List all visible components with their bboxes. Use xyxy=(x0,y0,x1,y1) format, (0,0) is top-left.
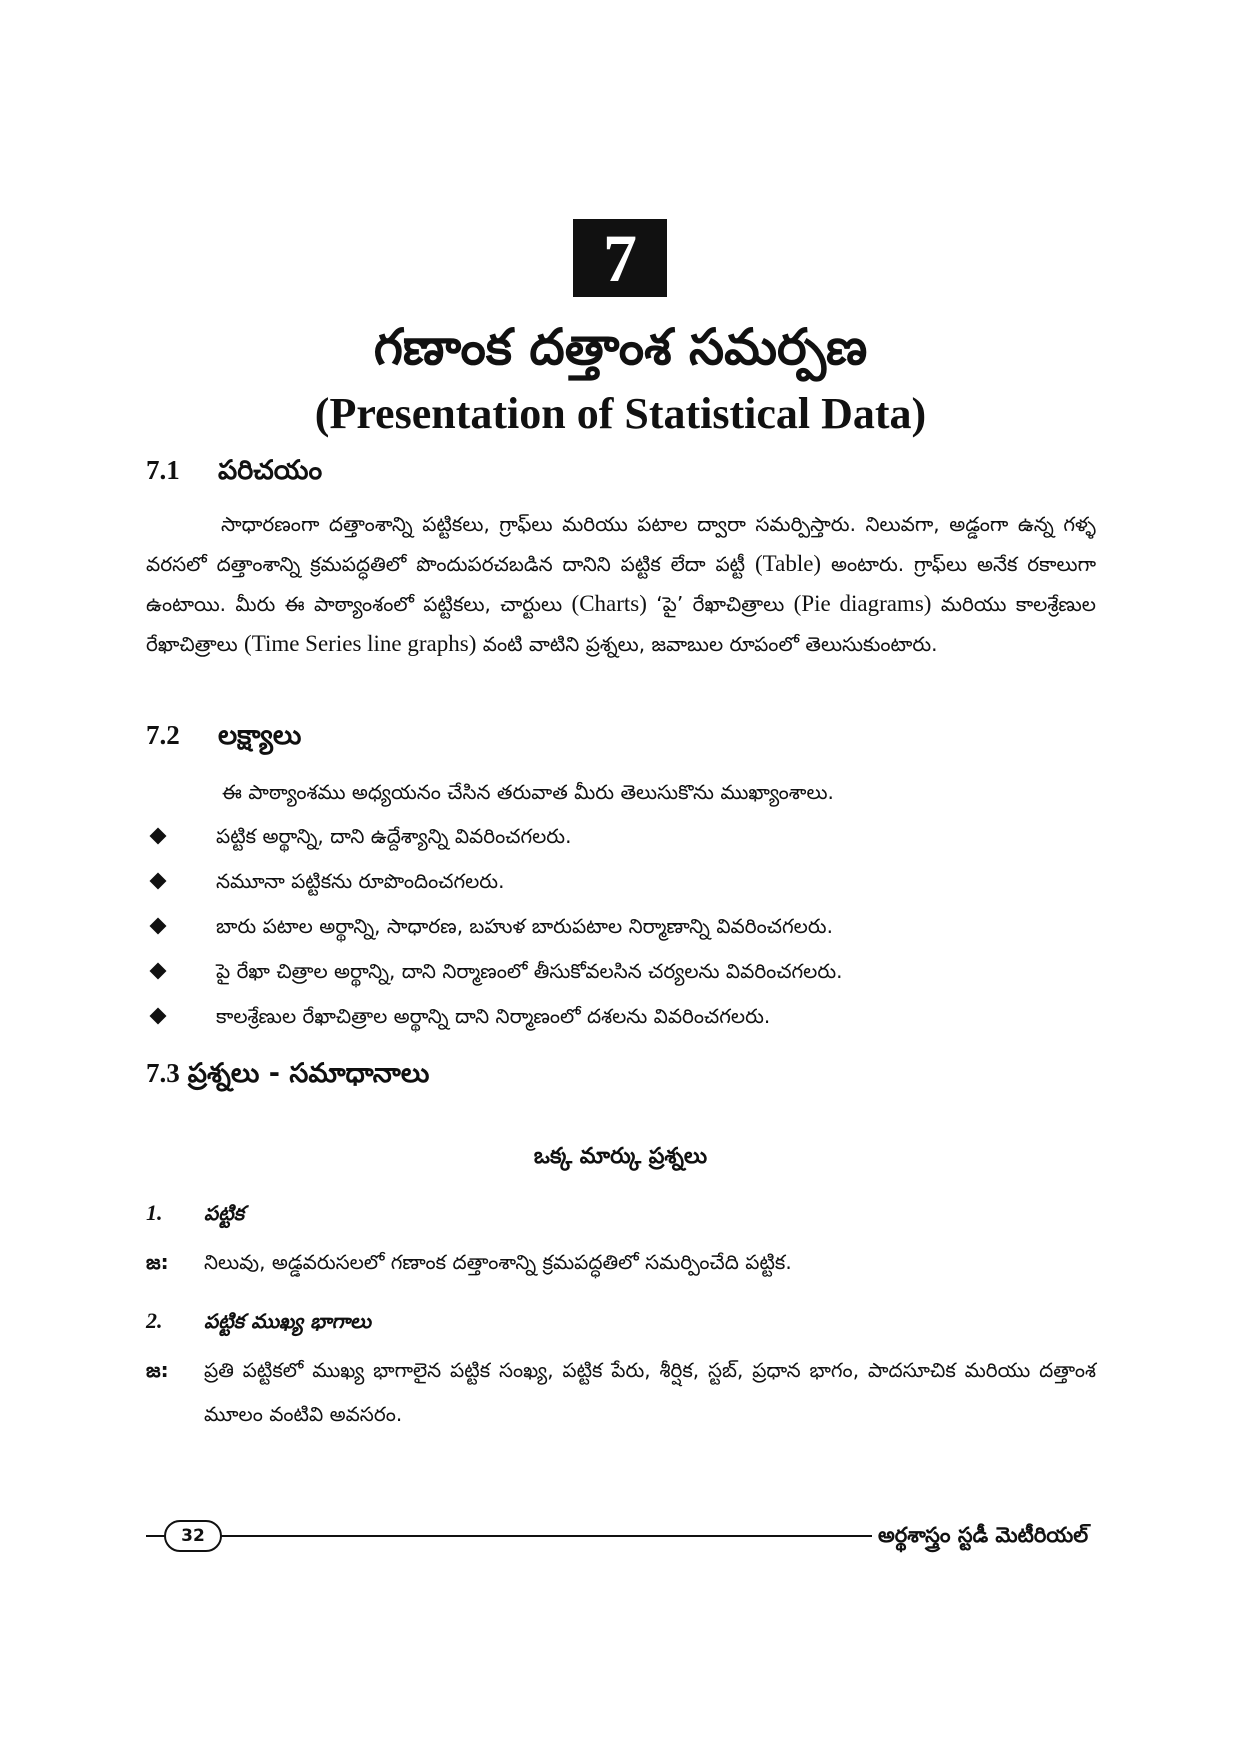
term-table: (Table) xyxy=(755,551,822,576)
footer-rule xyxy=(146,1535,872,1537)
chapter-title-english: (Presentation of Statistical Data) xyxy=(314,389,927,438)
answer-label: జ: xyxy=(146,1358,169,1382)
diamond-bullet-icon xyxy=(150,918,167,935)
answer-2 xyxy=(146,1348,1096,1436)
question-text: పట్టిక xyxy=(204,1201,245,1225)
term-charts: (Charts) xyxy=(571,591,647,616)
diamond-bullet-icon xyxy=(150,828,167,845)
diamond-bullet-icon xyxy=(150,1008,167,1025)
one-mark-questions-heading: ఒక్క మార్కు ప్రశ్నలు xyxy=(533,1144,708,1169)
section-number: 7.1 xyxy=(146,455,180,485)
question-number: 1. xyxy=(146,1200,163,1225)
answer-1 xyxy=(146,1240,1096,1284)
intro-paragraph: సాధారణంగా దత్తాంశాన్ని పట్టికలు, గ్రాఫ్‌లు మరియు పటాల ద్వారా సమర్పిస్తారు. నిలువగా, అడ్డంగా ఉన్న గళ్ళ వరసలో దత్తాంశాన్ని క్రమపద్ధతిలో పొందుపరచబడిన దానిని పట్టిక లేదా పట్టీ (Table) అంటారు. గ్రాఫ్‌లు అనేక రకాలుగా ఉంటాయి. మీరు ఈ పాఠ్యాంశంలో పట్టికలు, చార్టులు (Charts) ‘పై’ రేఖాచిత్రాలు (Pie diagrams) మరియు కాలశ్రేణుల రేఖాచిత్రాలు (Time Series line graphs) వంటి వాటిని ప్రశ్నలు, జవాబుల రూపంలో తెలుసుకుంటారు. xyxy=(146,512,1097,656)
section-heading-7-3 xyxy=(146,1055,429,1092)
section-number: 7.3 xyxy=(146,1058,180,1088)
question-number: 2. xyxy=(146,1308,163,1333)
footer-book-title: అర్థశాస్త్రం స్టడీ మెటీరియల్ xyxy=(878,1523,1089,1547)
objectives-intro: ఈ పాఠ్యాంశము అధ్యయనం చేసిన తరువాత మీరు తెలుసుకొను ముఖ్యాంశాలు. xyxy=(222,780,834,804)
page-number: 32 xyxy=(164,1520,222,1552)
chapter-title-telugu: గణాంక దత్తాంశ సమర్పణ xyxy=(373,318,868,376)
answer-text: నిలువు, అడ్డవరుసలలో గణాంక దత్తాంశాన్ని క్రమపద్ధతిలో సమర్పించేది పట్టిక. xyxy=(204,1250,792,1274)
section-number: 7.2 xyxy=(146,720,180,750)
section-heading-7-2 xyxy=(146,717,301,754)
section-title: లక్ష్యాలు xyxy=(218,720,302,751)
term-time-series: (Time Series line graphs) xyxy=(244,631,477,656)
section-heading-7-1 xyxy=(146,452,322,489)
answer-text: ప్రతి పట్టికలో ముఖ్య భాగాలైన పట్టిక సంఖ్య, పట్టిక పేరు, శీర్షిక, స్టబ్, ప్రధాన భాగం, పాదసూచిక మరియు దత్తాంశ మూలం వంటివి అవసరం. xyxy=(204,1358,1096,1426)
diamond-bullet-icon xyxy=(150,963,167,980)
section-title: పరిచయం xyxy=(218,455,323,486)
chapter-number-box: 7 xyxy=(573,219,667,297)
answer-label: జ: xyxy=(146,1250,169,1274)
term-pie-diagrams: (Pie diagrams) xyxy=(793,591,932,616)
section-title: ప్రశ్నలు - సమాధానాలు xyxy=(187,1058,430,1089)
question-text: పట్టిక ముఖ్య భాగాలు xyxy=(204,1309,372,1333)
diamond-bullet-icon xyxy=(150,873,167,890)
